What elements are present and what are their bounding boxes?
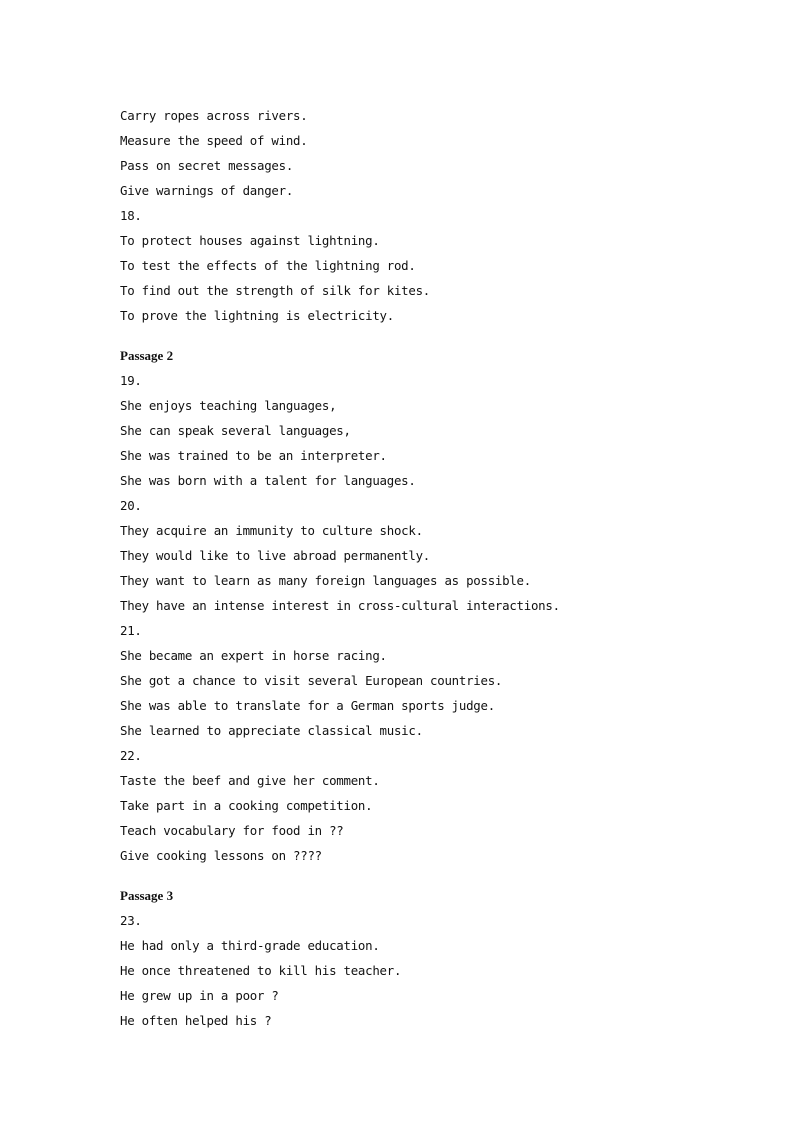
- option-line: To protect houses against lightning.: [120, 233, 380, 248]
- option-line: He grew up in a poor ?: [120, 988, 279, 1003]
- question-number: 23.: [120, 913, 142, 928]
- option-line: She learned to appreciate classical music.: [120, 723, 423, 738]
- passage-heading: Passage 3: [120, 888, 174, 903]
- option-line: They want to learn as many foreign languages as possible.: [120, 573, 531, 588]
- option-line: She was trained to be an interpreter.: [120, 448, 387, 463]
- option-line: She was born with a talent for languages.: [120, 473, 416, 488]
- question-number: 22.: [120, 748, 142, 763]
- option-line: Measure the speed of wind.: [120, 133, 308, 148]
- option-line: He had only a third-grade education.: [120, 938, 380, 953]
- question-number: 19.: [120, 373, 142, 388]
- option-line: Take part in a cooking competition.: [120, 798, 373, 813]
- option-line: He often helped his ?: [120, 1013, 272, 1028]
- option-line: To prove the lightning is electricity.: [120, 308, 394, 323]
- question-number: 20.: [120, 498, 142, 513]
- option-line: They acquire an immunity to culture shock.: [120, 523, 423, 538]
- passage-heading: Passage 2: [120, 348, 174, 363]
- option-line: She was able to translate for a German sports judge.: [120, 698, 495, 713]
- question-number: 18.: [120, 208, 142, 223]
- option-line: Give cooking lessons on ????: [120, 848, 322, 863]
- option-line: They have an intense interest in cross-cultural interactions.: [120, 598, 560, 613]
- option-line: Taste the beef and give her comment.: [120, 773, 380, 788]
- option-line: Give warnings of danger.: [120, 183, 294, 198]
- option-line: She got a chance to visit several European countries.: [120, 673, 503, 688]
- option-line: They would like to live abroad permanently.: [120, 548, 431, 563]
- option-line: Teach vocabulary for food in ??: [120, 823, 344, 838]
- option-line: Carry ropes across rivers.: [120, 108, 308, 123]
- document-content: [120, 103, 740, 1033]
- question-number: 21.: [120, 623, 142, 638]
- option-line: She can speak several languages,: [120, 423, 351, 438]
- option-line: To test the effects of the lightning rod.: [120, 258, 416, 273]
- option-line: He once threatened to kill his teacher.: [120, 963, 402, 978]
- option-line: She enjoys teaching languages,: [120, 398, 337, 413]
- option-line: To find out the strength of silk for kites.: [120, 283, 431, 298]
- option-line: She became an expert in horse racing.: [120, 648, 387, 663]
- option-line: Pass on secret messages.: [120, 158, 294, 173]
